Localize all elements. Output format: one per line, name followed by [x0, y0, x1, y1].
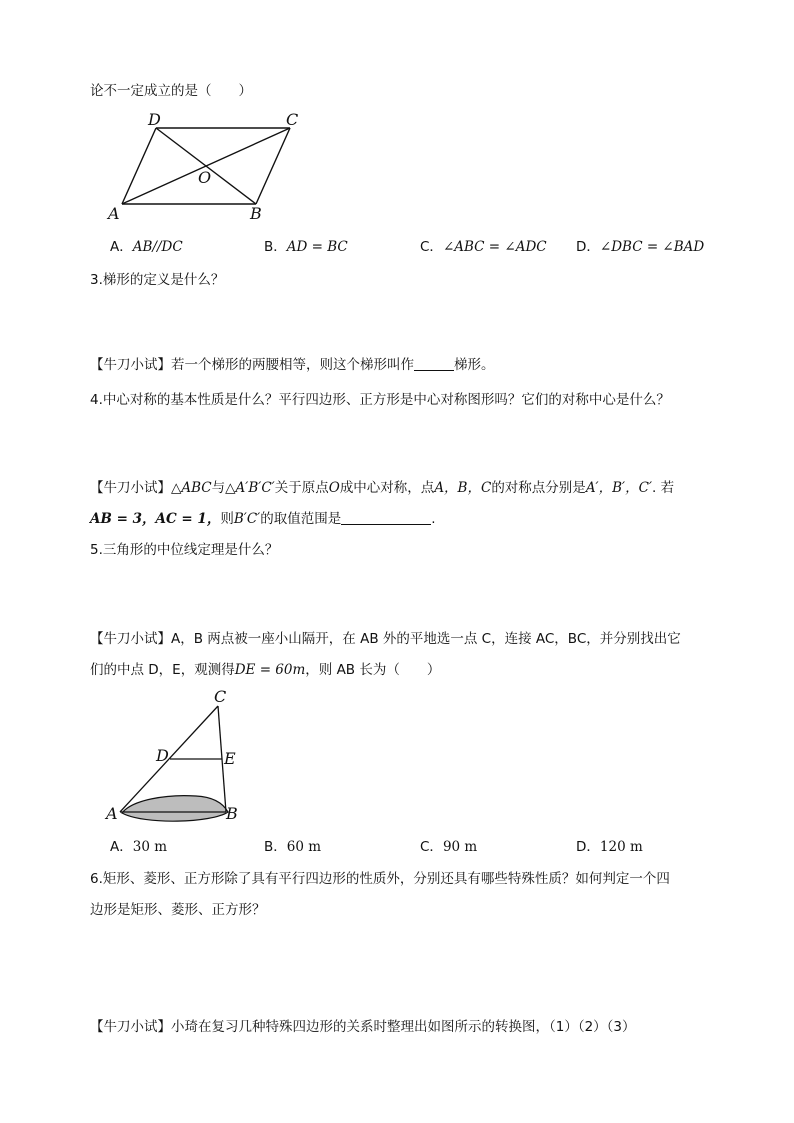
q5-option-d[interactable]: D．120 m	[576, 839, 643, 855]
label-b: B	[250, 204, 262, 223]
q4-question: 4.中心对称的基本性质是什么？平行四边形、正方形是中心对称图形吗？它们的对称中心是什么？	[90, 392, 670, 408]
q2-option-a[interactable]: A．AB//DC	[110, 239, 183, 255]
parallelogram-figure	[100, 108, 320, 226]
label-a: A	[108, 204, 120, 223]
q4-trial-line2: AB = 3，AC = 1，则B′C′的取值范围是 .	[90, 511, 436, 527]
label-b: B	[226, 804, 238, 823]
q6-trial: 【牛刀小试】小琦在复习几种特殊四边形的关系时整理出如图所示的转换图，（1）（2）（3）	[90, 1019, 636, 1035]
q2-option-b[interactable]: B．AD = BC	[264, 239, 348, 255]
q5-option-c[interactable]: C．90 m	[420, 839, 478, 855]
q2-option-c[interactable]: C．∠ABC = ∠ADC	[420, 239, 547, 255]
q5-trial-line2: 们的中点 D，E，观测得DE = 60m，则 AB 长为（ ）	[90, 662, 441, 678]
q2-stem: 论不一定成立的是（ ）	[90, 83, 252, 99]
q5-question: 5.三角形的中位线定理是什么？	[90, 542, 279, 558]
label-e: E	[224, 749, 236, 768]
q6-question-line1: 6.矩形、菱形、正方形除了具有平行四边形的性质外，分别还具有哪些特殊性质？如何判定一个四	[90, 871, 670, 887]
q4-trial-line1: 【牛刀小试】△ABC与△A′B′C′关于原点O成中心对称，点A，B，C的对称点分别是A′，B′，C′. 若	[90, 480, 675, 496]
label-c: C	[214, 687, 227, 706]
q5-option-a[interactable]: A．30 m	[110, 839, 168, 855]
label-d: D	[148, 110, 161, 129]
q3-question: 3.梯形的定义是什么？	[90, 272, 225, 288]
q6-question-line2: 边形是矩形、菱形、正方形？	[90, 902, 266, 918]
q5-option-b[interactable]: B．60 m	[264, 839, 322, 855]
hill-shape	[122, 796, 228, 822]
label-a: A	[106, 804, 118, 823]
q3-trial: 【牛刀小试】若一个梯形的两腰相等，则这个梯形叫作 梯形。	[90, 357, 495, 373]
label-c: C	[286, 110, 299, 129]
answer-blank[interactable]	[341, 510, 431, 525]
triangle-hill-figure	[104, 686, 254, 828]
label-d: D	[156, 746, 169, 765]
label-o: O	[198, 168, 212, 187]
answer-blank[interactable]	[414, 356, 454, 371]
q5-trial-line1: 【牛刀小试】A，B 两点被一座小山隔开，在 AB 外的平地选一点 C，连接 AC，BC，并分别找出它	[90, 631, 681, 647]
q2-option-d[interactable]: D．∠DBC = ∠BAD	[576, 239, 705, 255]
